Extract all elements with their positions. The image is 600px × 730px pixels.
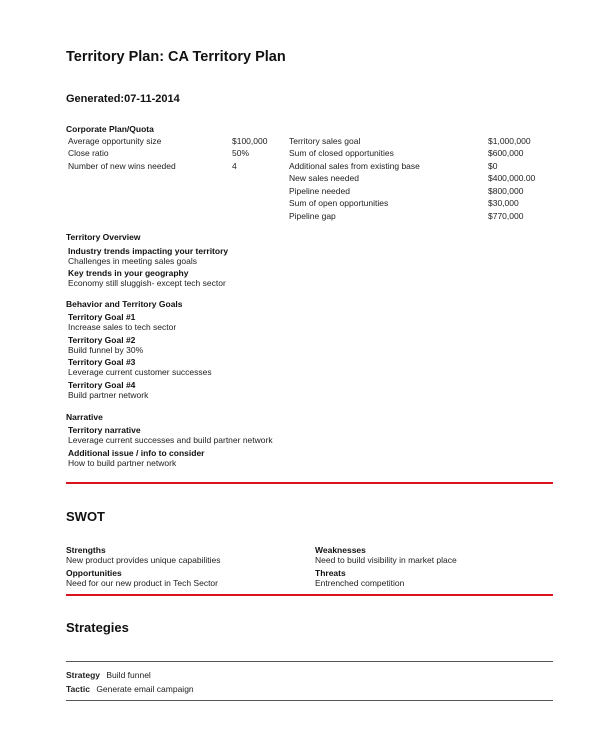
strategy-text: Build funnel xyxy=(106,670,151,680)
corp-right-label: Sum of open opportunities xyxy=(289,198,389,208)
corp-right-label: New sales needed xyxy=(289,173,359,183)
swot-strengths-label: Strengths xyxy=(66,545,106,555)
swot-weaknesses-text: Need to build visibility in market place xyxy=(315,555,457,565)
strategies-heading: Strategies xyxy=(66,620,129,635)
corp-left-label: Close ratio xyxy=(68,148,109,158)
corp-left-value: 50% xyxy=(232,148,250,158)
swot-opportunities-label: Opportunities xyxy=(66,568,122,578)
strategy-row xyxy=(66,670,151,680)
tactic-text: Generate email campaign xyxy=(96,684,194,694)
corp-right-value: $800,000 xyxy=(488,186,524,196)
corp-left-value: 4 xyxy=(232,161,237,171)
swot-opportunities-text: Need for our new product in Tech Sector xyxy=(66,578,218,588)
narrative-item-text: Leverage current successes and build partner network xyxy=(68,435,273,445)
corp-right-label: Sum of closed opportunities xyxy=(289,148,394,158)
goals-heading: Behavior and Territory Goals xyxy=(66,299,183,309)
goal-text: Increase sales to tech sector xyxy=(68,322,177,332)
corp-right-label: Additional sales from existing base xyxy=(289,161,420,171)
corp-left-value: $100,000 xyxy=(232,136,268,146)
section-divider xyxy=(66,482,553,484)
strategies-divider xyxy=(66,700,553,701)
goal-text: Leverage current customer successes xyxy=(68,367,212,377)
goal-text: Build funnel by 30% xyxy=(68,345,144,355)
swot-threats-label: Threats xyxy=(315,568,346,578)
tactic-row xyxy=(66,684,194,694)
narrative-item-label: Additional issue / info to consider xyxy=(68,448,205,458)
corp-right-value: $0 xyxy=(488,161,498,171)
corp-right-label: Pipeline gap xyxy=(289,211,336,221)
corporate-heading: Corporate Plan/Quota xyxy=(66,124,154,134)
overview-heading: Territory Overview xyxy=(66,232,141,242)
swot-weaknesses-label: Weaknesses xyxy=(315,545,366,555)
corp-right-value: $600,000 xyxy=(488,148,524,158)
tactic-label: Tactic xyxy=(66,684,90,694)
goal-text: Build partner network xyxy=(68,390,149,400)
narrative-heading: Narrative xyxy=(66,412,103,422)
narrative-item-label: Territory narrative xyxy=(68,425,141,435)
goal-label: Territory Goal #2 xyxy=(68,335,136,345)
goal-label: Territory Goal #4 xyxy=(68,380,136,390)
corp-right-label: Pipeline needed xyxy=(289,186,350,196)
corp-right-value: $30,000 xyxy=(488,198,519,208)
page-title: Territory Plan: CA Territory Plan xyxy=(66,49,286,65)
strategies-divider xyxy=(66,661,553,662)
generated-date: Generated:07-11-2014 xyxy=(66,93,180,105)
corp-left-label: Number of new wins needed xyxy=(68,161,176,171)
swot-heading: SWOT xyxy=(66,509,105,524)
narrative-item-text: How to build partner network xyxy=(68,458,177,468)
corp-right-value: $1,000,000 xyxy=(488,136,531,146)
strategy-label: Strategy xyxy=(66,670,101,680)
goal-label: Territory Goal #1 xyxy=(68,312,136,322)
overview-item-text: Economy still sluggish- except tech sector xyxy=(68,278,226,288)
swot-strengths-text: New product provides unique capabilities xyxy=(66,555,221,565)
goal-label: Territory Goal #3 xyxy=(68,357,136,367)
swot-threats-text: Entrenched competition xyxy=(315,578,405,588)
overview-item-label: Industry trends impacting your territory xyxy=(68,246,229,256)
corp-left-label: Average opportunity size xyxy=(68,136,162,146)
section-divider xyxy=(66,594,553,596)
corp-right-value: $770,000 xyxy=(488,211,524,221)
overview-item-label: Key trends in your geography xyxy=(68,268,189,278)
overview-item-text: Challenges in meeting sales goals xyxy=(68,256,197,266)
corp-right-label: Territory sales goal xyxy=(289,136,361,146)
corp-right-value: $400,000.00 xyxy=(488,173,536,183)
